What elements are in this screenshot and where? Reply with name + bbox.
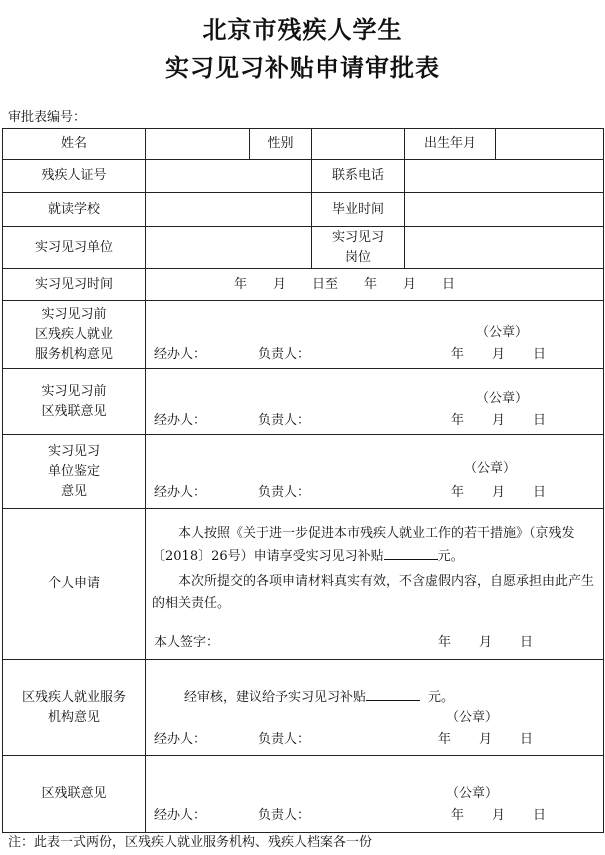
section3-label-line2: 单位鉴定: [47, 463, 100, 479]
section6-responsible: 负责人：: [258, 808, 311, 823]
footnote: 注：此表一式两份，区残疾人就业服务机构、残疾人档案各一份: [8, 835, 373, 850]
section5-responsible: 负责人：: [258, 732, 311, 747]
birth-label: 出生年月: [405, 129, 496, 160]
section3-date: 年 月 日: [451, 485, 547, 500]
unit-field[interactable]: [146, 227, 312, 269]
section2-responsible: 负责人：: [258, 413, 311, 428]
section2-label-line1: 实习见习前: [41, 383, 107, 399]
page-title-line2: 实习见习补贴申请审批表: [165, 53, 440, 82]
disability-id-label: 残疾人证号: [3, 160, 146, 193]
post-label: [312, 227, 405, 269]
section6-opinion[interactable]: [146, 756, 604, 833]
gender-label: 性别: [250, 129, 312, 160]
section4-label: 个人申请: [3, 509, 146, 660]
school-field[interactable]: [146, 193, 312, 227]
time-label: 实习见习时间: [3, 269, 146, 301]
section6-date: 年 月 日: [451, 808, 547, 823]
section2-stamp: （公章）: [476, 391, 529, 406]
unit-label: 实习见习单位: [3, 227, 146, 269]
section2-opinion[interactable]: [146, 369, 604, 435]
name-field[interactable]: [146, 129, 250, 160]
graduation-label: 毕业时间: [312, 193, 405, 227]
approval-number-label: 审批表编号：: [8, 110, 87, 125]
review-amount-blank[interactable]: [366, 686, 420, 701]
section3-label-line3: 意见: [60, 483, 87, 499]
section1-handler: 经办人：: [154, 347, 207, 362]
section5-label: [3, 660, 146, 756]
section3-stamp: （公章）: [464, 461, 517, 476]
section5-stamp: （公章）: [446, 710, 499, 725]
section1-stamp: （公章）: [476, 325, 529, 340]
section1-label-line2: 区残疾人就业: [34, 326, 113, 342]
section2-date: 年 月 日: [451, 413, 547, 428]
birth-field[interactable]: [496, 129, 604, 160]
page-title-line1: 北京市残疾人学生: [202, 15, 403, 44]
section1-opinion[interactable]: [146, 301, 604, 369]
personal-application[interactable]: [146, 509, 604, 660]
school-label: 就读学校: [3, 193, 146, 227]
section6-stamp: （公章）: [446, 786, 499, 801]
applicant-signature-label: 本人签字：: [154, 635, 220, 650]
section6-handler: 经办人：: [154, 808, 207, 823]
section1-label-line1: 实习见习前: [41, 306, 107, 322]
section2-label-line2: 区残联意见: [41, 403, 107, 419]
gender-field[interactable]: [312, 129, 405, 160]
post-field[interactable]: [405, 227, 604, 269]
phone-label: 联系电话: [312, 160, 405, 193]
time-range-text: 年 月 日至 年 月 日: [233, 276, 455, 292]
section5-label-line1: 区残疾人就业服务: [21, 689, 126, 705]
time-field[interactable]: [146, 269, 604, 301]
section1-label-line3: 服务机构意见: [34, 346, 113, 362]
graduation-field[interactable]: [405, 193, 604, 227]
section1-label: [3, 301, 146, 369]
disability-id-field[interactable]: [146, 160, 312, 193]
section5-label-line2: 机构意见: [47, 709, 100, 725]
section2-label: [3, 369, 146, 435]
section1-date: 年 月 日: [451, 347, 547, 362]
phone-field[interactable]: [405, 160, 604, 193]
application-date: 年 月 日: [438, 635, 534, 650]
section3-handler: 经办人：: [154, 485, 207, 500]
application-form-table: [2, 128, 604, 833]
section2-handler: 经办人：: [154, 413, 207, 428]
subsidy-amount-blank[interactable]: [384, 545, 438, 560]
section1-responsible: 负责人：: [258, 347, 311, 362]
post-label-line2: 岗位: [344, 249, 371, 265]
review-text: 经审核，建议给予实习见习补贴 元。: [184, 686, 454, 708]
section3-responsible: 负责人：: [258, 485, 311, 500]
section3-opinion[interactable]: [146, 435, 604, 509]
name-label: 姓名: [3, 129, 146, 160]
section3-label-line1: 实习见习: [47, 443, 100, 459]
section3-label: [3, 435, 146, 509]
section6-label: 区残联意见: [3, 756, 146, 833]
application-paragraph2: 本次所提交的各项申请材料真实有效，不含虚假内容，自愿承担由此产生的相关责任。: [152, 574, 595, 611]
section5-date: 年 月 日: [438, 732, 534, 747]
application-paragraph1: 本人按照《关于进一步促进本市残疾人就业工作的若干措施》（京残发〔2018〕26号）申请享受实习见习补贴 元。: [152, 526, 575, 564]
section5-handler: 经办人：: [154, 732, 207, 747]
post-label-line1: 实习见习: [331, 229, 384, 245]
section5-opinion[interactable]: [146, 660, 604, 756]
